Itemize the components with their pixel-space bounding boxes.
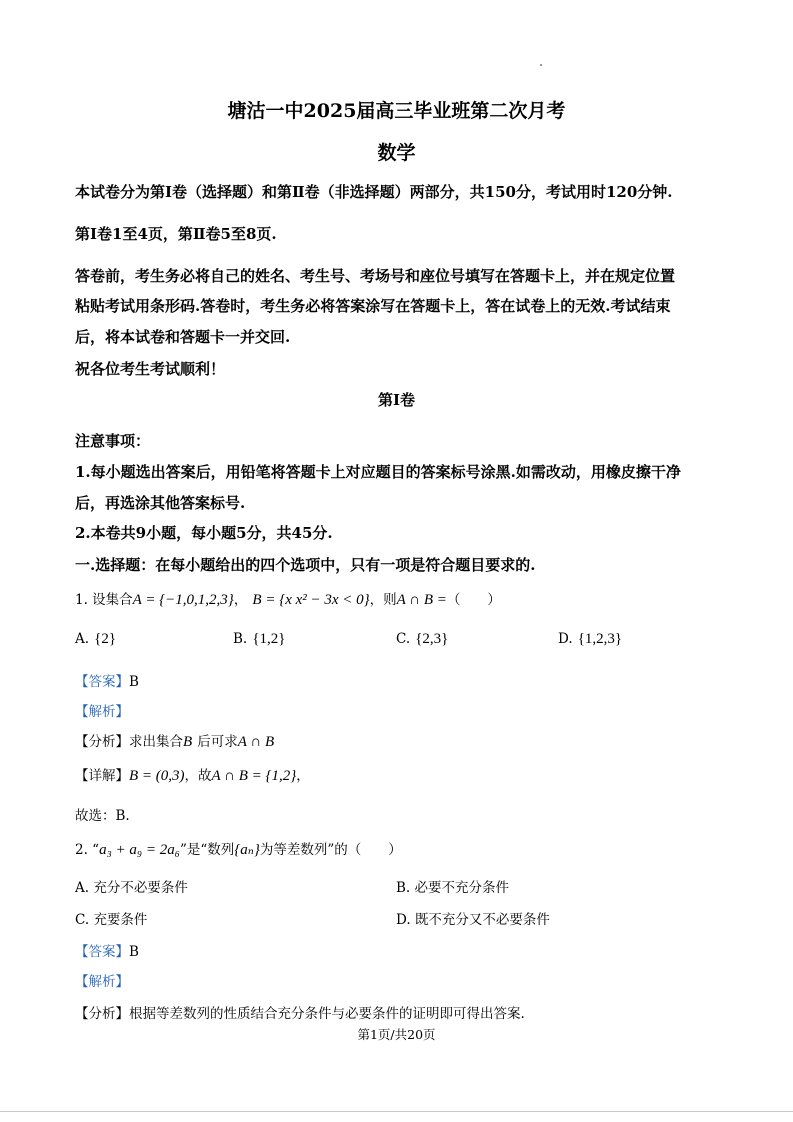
exam-title: 塘沽一中2025届高三毕业班第二次月考: [227, 100, 566, 122]
answer-tag: 【答案】: [75, 674, 129, 690]
subject-title: 数学: [377, 142, 416, 164]
q1-prefix: 1. 设集合: [75, 592, 133, 608]
question-1: [75, 588, 501, 609]
q1-answer: B: [129, 674, 139, 690]
q2-option-a: [75, 876, 188, 896]
fenxi-tag: 【分析】: [75, 1006, 129, 1022]
option-label: A.: [75, 631, 90, 647]
option-label: B.: [396, 880, 411, 896]
notes-title: 注意事项：: [75, 432, 151, 450]
answer-tag: 【答案】: [75, 944, 129, 960]
q2-answer: B: [129, 944, 139, 960]
option-value: 既不充分又不必要条件: [414, 912, 550, 928]
fenxi-text-2: 后可求: [197, 734, 238, 750]
instruction-line-3: 后，将本试卷和答题卡一并交回.: [75, 328, 291, 346]
option-label: D.: [558, 631, 573, 647]
q2-analysis-tag: 【解析】: [75, 974, 129, 990]
q1-expression: A ∩ B =: [396, 592, 447, 608]
section-heading: 第Ⅰ卷: [377, 391, 416, 409]
q1-answer-line: [75, 670, 139, 690]
bottom-divider: [0, 1111, 793, 1112]
detail-end: ，: [296, 768, 310, 784]
option-label: B.: [233, 631, 248, 647]
option-label: C.: [396, 631, 411, 647]
q2-suffix: 为等差数列”的（ ）: [259, 842, 402, 858]
note-line-2: 后，再选涂其他答案标号.: [75, 494, 246, 512]
q1-option-d: [558, 628, 622, 648]
q2-expression: a₃ + a₉ = 2a₆: [99, 842, 180, 858]
instruction-line-2: 粘贴考试用条形码.答卷时，考生务必将答案涂写在答题卡上，答在试卷上的无效.考试结束: [75, 297, 671, 315]
q2-answer-line: [75, 940, 139, 960]
q1-option-a: [75, 628, 116, 648]
instruction-line-1: 答卷前，考生务必将自己的姓名、考生号、考场号和座位号填写在答题卡上，并在规定位置: [75, 267, 676, 285]
fenxi-tag: 【分析】: [75, 734, 129, 750]
q1-option-c: [396, 628, 448, 648]
detail-expression-2: A ∩ B = {1,2}: [211, 768, 297, 784]
q1-detail-line: [75, 764, 310, 785]
q1-comma: ，: [233, 592, 248, 608]
option-label: D.: [396, 912, 411, 928]
q2-fenxi-line: [75, 1002, 525, 1022]
detail-tag: 【详解】: [75, 768, 129, 784]
option-value: {1,2,3}: [577, 631, 623, 647]
question-2: [75, 838, 402, 859]
wish-line: 祝各位考生考试顺利！: [75, 360, 226, 378]
option-label: C.: [75, 912, 90, 928]
fenxi-text: 求出集合: [129, 734, 183, 750]
q1-then: ，则: [369, 592, 397, 608]
q1-set-b: B = {x x² − 3x < 0}: [252, 592, 370, 608]
q1-analysis-tag: 【解析】: [75, 704, 129, 720]
q2-option-d: [396, 908, 550, 928]
note-line-3: 2.本卷共9小题，每小题5分，共45分.: [75, 524, 333, 542]
fenxi-set-b: B: [183, 734, 193, 750]
intro-line-2: 第Ⅰ卷1至4页，第Ⅱ卷5至8页.: [75, 225, 277, 243]
fenxi-expression: A ∩ B: [237, 734, 275, 750]
fenxi-text: 根据等差数列的性质结合充分条件与必要条件的证明即可得出答案.: [129, 1006, 525, 1022]
q1-paren: （ ）: [446, 592, 501, 608]
q2-option-b: [396, 876, 509, 896]
detail-text: ，故: [184, 768, 212, 784]
q1-fenxi-line: [75, 730, 274, 751]
scan-dot: [540, 64, 542, 66]
option-value: {2}: [94, 631, 117, 647]
intro-line-1: 本试卷分为第Ⅰ卷（选择题）和第Ⅱ卷（非选择题）两部分，共150分，考试用时120分钟.: [75, 183, 673, 201]
q1-option-b: [233, 628, 285, 648]
note-line-1: 1.每小题选出答案后，用铅笔将答题卡上对应题目的答案标号涂黑.如需改动，用橡皮擦干净: [75, 463, 681, 481]
q2-prefix: 2. “: [75, 842, 100, 858]
q1-set-a: A = {−1,0,1,2,3}: [132, 592, 234, 608]
option-value: 充分不必要条件: [93, 880, 188, 896]
q2-option-c: [75, 908, 147, 928]
q2-mid: ”是“数列: [179, 842, 235, 858]
option-value: 必要不充分条件: [414, 880, 510, 896]
option-value: {2,3}: [415, 631, 449, 647]
option-value: 充要条件: [93, 912, 148, 928]
page-number: 第1页/共20页: [357, 1027, 436, 1042]
option-value: {1,2}: [252, 631, 286, 647]
q2-sequence: {aₙ}: [234, 842, 260, 858]
detail-expression-1: B = (0,3): [129, 768, 185, 784]
part-heading: 一.选择题：在每小题给出的四个选项中，只有一项是符合题目要求的.: [75, 556, 536, 574]
option-label: A.: [75, 880, 90, 896]
q1-conclusion: 故选：B.: [75, 808, 130, 824]
